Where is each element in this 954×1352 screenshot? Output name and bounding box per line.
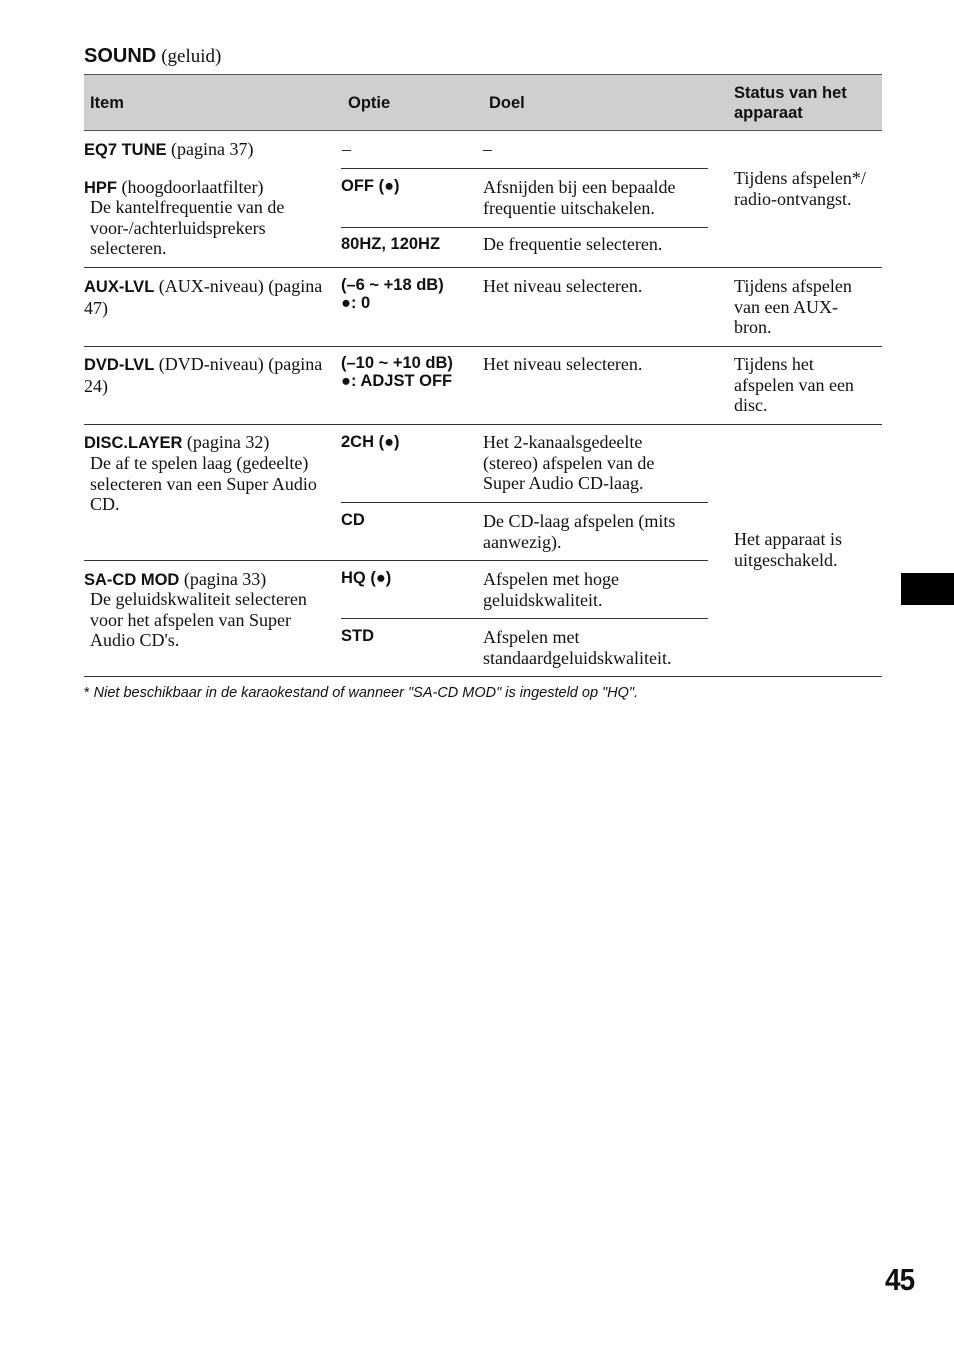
option-sacd-hq: HQ (●) — [341, 569, 392, 587]
section-title-main: SOUND — [84, 45, 157, 67]
option-sacd-std: STD — [341, 627, 374, 645]
option-dvd-lvl — [341, 354, 453, 390]
footnote — [84, 685, 638, 701]
footnote-mark: * — [84, 685, 90, 701]
status-play-radio: Tijdens afspelen*/ radio-ontvangst. — [734, 168, 866, 209]
option-aux-lvl — [341, 276, 444, 312]
status-aux-lvl: Tijdens afspelen van een AUX-bron. — [734, 276, 852, 337]
table-header — [84, 74, 882, 131]
row-divider — [341, 618, 708, 619]
option-hpf-freq: 80HZ, 120HZ — [341, 235, 441, 253]
item-sacd-mod — [84, 569, 334, 591]
item-ref: (pagina 37) — [171, 139, 254, 159]
item-name: EQ7 TUNE — [84, 141, 167, 159]
item-ref: (pagina 33) — [183, 569, 267, 589]
purpose-eq7-tune: – — [483, 139, 492, 159]
purpose-disc-2ch: Het 2-kanaalsgedeelte (stereo) afspelen van de Super Audio CD-laag. — [483, 432, 655, 493]
purpose-dvd-lvl: Het niveau selecteren. — [483, 354, 643, 374]
item-ref: (DVD-niveau) (pagina 24) — [84, 354, 323, 396]
purpose-hpf-off: Afsnijden bij een bepaalde frequentie uitschakelen. — [483, 177, 676, 218]
option-disc-2ch: 2CH (●) — [341, 433, 400, 451]
status-off: Het apparaat is uitgeschakeld. — [734, 529, 842, 570]
purpose-aux-lvl: Het niveau selecteren. — [483, 276, 643, 296]
row-divider — [84, 560, 708, 561]
item-aux-lvl — [84, 276, 334, 318]
purpose-sacd-hq: Afspelen met hoge geluidskwaliteit. — [483, 569, 619, 610]
item-ref: (hoogdoorlaatfilter) — [121, 177, 264, 197]
item-name: HPF — [84, 179, 117, 197]
option-range: (–10 ~ +10 dB) — [341, 354, 453, 372]
row-divider — [84, 676, 882, 677]
page-number: 45 — [885, 1262, 915, 1297]
header-purpose: Doel — [489, 94, 525, 112]
section-title-sub: (geluid) — [161, 46, 222, 67]
purpose-disc-cd: De CD-laag afspelen (mits aanwezig). — [483, 511, 676, 552]
option-default: ●: 0 — [341, 294, 371, 312]
option-default: ●: ADJST OFF — [341, 372, 453, 390]
item-name: AUX-LVL — [84, 278, 155, 296]
item-name: DISC.LAYER — [84, 434, 183, 452]
purpose-sacd-std: Afspelen met standaardgeluidskwaliteit. — [483, 627, 672, 668]
option-range: (–6 ~ +18 dB) — [341, 276, 444, 294]
section-title — [84, 45, 221, 68]
item-dvd-lvl — [84, 354, 334, 396]
header-status: Status van het apparaat — [734, 84, 847, 122]
item-disc-layer — [84, 432, 334, 454]
item-hpf — [84, 177, 334, 199]
row-divider — [84, 424, 882, 425]
item-ref: (AUX-niveau) (pagina 47) — [84, 276, 323, 318]
row-divider — [84, 267, 882, 268]
settings-table — [84, 74, 882, 677]
option-disc-cd: CD — [341, 511, 365, 529]
item-sacd-mod-desc: De geluidskwaliteit selecteren voor het afspelen van Super Audio CD's. — [90, 589, 307, 650]
item-name: DVD-LVL — [84, 356, 155, 374]
item-name: SA-CD MOD — [84, 571, 180, 589]
item-disc-layer-desc: De af te spelen laag (gedeelte) selecteren van een Super Audio CD. — [90, 453, 317, 514]
item-eq7-tune — [84, 139, 334, 161]
purpose-hpf-freq: De frequentie selecteren. — [483, 234, 663, 254]
row-divider — [341, 227, 708, 228]
item-ref: (pagina 32) — [186, 432, 270, 452]
section-tab-marker — [901, 573, 954, 605]
option-eq7-tune: – — [342, 139, 351, 159]
footnote-text: Niet beschikbaar in de karaokestand of wanneer "SA-CD MOD" is ingesteld op "HQ". — [93, 685, 639, 701]
header-option: Optie — [348, 94, 391, 112]
row-divider — [84, 346, 882, 347]
item-hpf-desc: De kantelfrequentie van de voor-/achterluidsprekers selecteren. — [90, 197, 285, 258]
option-hpf-off: OFF (●) — [341, 177, 400, 195]
status-dvd-lvl: Tijdens het afspelen van een disc. — [734, 354, 854, 415]
row-divider — [341, 502, 708, 503]
row-divider — [341, 168, 708, 169]
header-item: Item — [90, 94, 124, 112]
